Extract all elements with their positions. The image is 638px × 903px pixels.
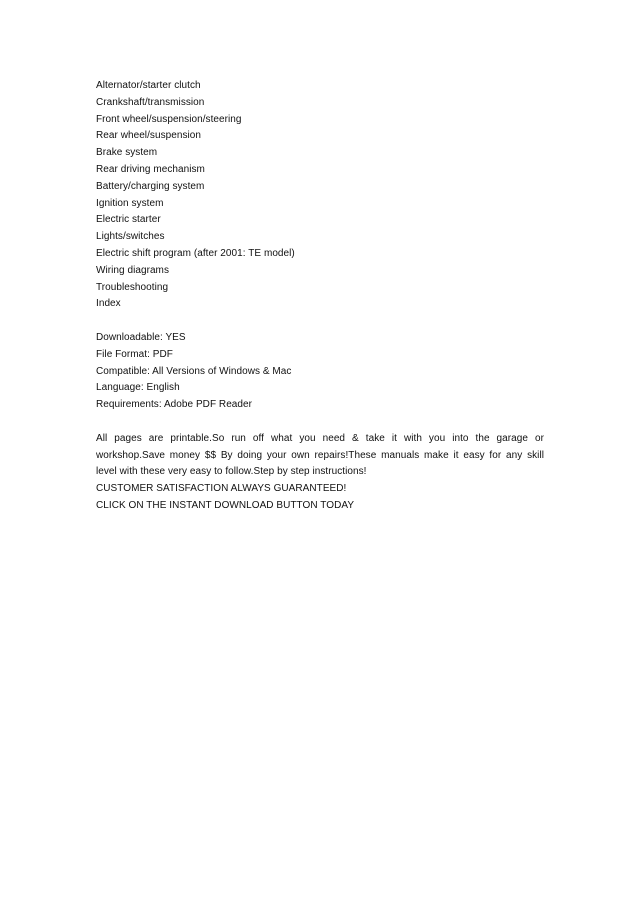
description-line-3: level with these very easy to follow.Step by step instructions! (96, 466, 367, 478)
contents-item-battery: Battery/charging system (96, 180, 205, 192)
description-line-2: workshop.Save money $$ By doing your own repairs!These manuals make it easy for any skill (96, 449, 544, 461)
document-content (96, 78, 544, 515)
contents-item-electric-shift: Electric shift program (after 2001: TE model) (96, 247, 295, 259)
contents-item-crankshaft: Crankshaft/transmission (96, 96, 205, 108)
detail-requirements: Requirements: Adobe PDF Reader (96, 399, 253, 411)
contents-item-alternator: Alternator/starter clutch (96, 80, 201, 91)
section-spacer (96, 313, 544, 330)
contents-item-front-wheel: Front wheel/suspension/steering (96, 113, 242, 125)
details-list (96, 330, 544, 414)
section-spacer (96, 414, 544, 431)
contents-item-lights: Lights/switches (96, 231, 165, 243)
closing-lines (96, 481, 544, 515)
contents-item-brake-system: Brake system (96, 147, 158, 159)
detail-file-format: File Format: PDF (96, 348, 173, 360)
description-line-1: All pages are printable.So run off what you need & take it with you into the garage or (96, 432, 544, 444)
contents-item-index: Index (96, 298, 121, 310)
contents-item-rear-driving: Rear driving mechanism (96, 163, 205, 175)
download-call-to-action: CLICK ON THE INSTANT DOWNLOAD BUTTON TODAY (96, 499, 355, 511)
description-paragraph (96, 431, 544, 481)
detail-compatible: Compatible: All Versions of Windows & Mac (96, 365, 292, 377)
customer-satisfaction-text: CUSTOMER SATISFACTION ALWAYS GUARANTEED! (96, 483, 347, 495)
contents-list (96, 78, 544, 313)
contents-item-wiring: Wiring diagrams (96, 264, 169, 276)
detail-language: Language: English (96, 382, 180, 394)
contents-item-rear-wheel: Rear wheel/suspension (96, 130, 201, 142)
detail-downloadable: Downloadable: YES (96, 331, 186, 343)
contents-item-ignition: Ignition system (96, 197, 164, 209)
contents-item-troubleshooting: Troubleshooting (96, 281, 169, 293)
contents-item-electric-starter: Electric starter (96, 214, 161, 226)
